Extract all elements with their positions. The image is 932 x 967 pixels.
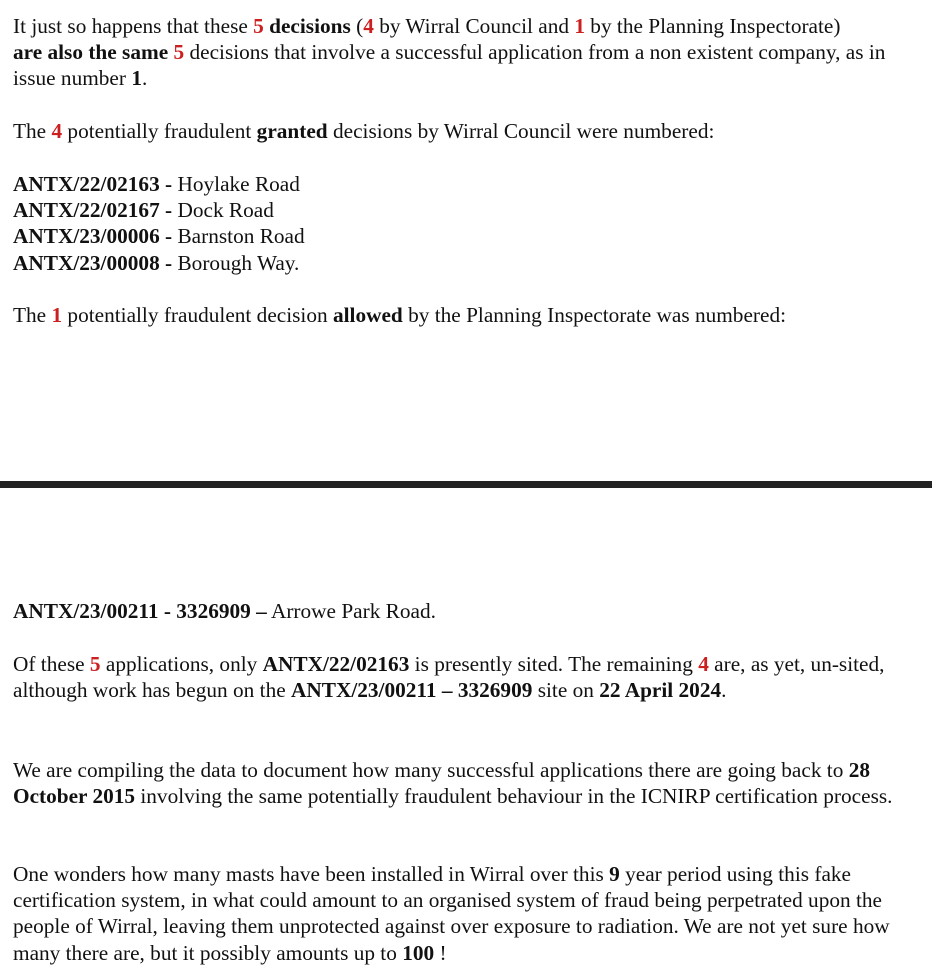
appeal-reference — [13, 598, 926, 624]
text: . — [141, 66, 148, 91]
text: We are compiling the data to document how many successful applications there are going back to — [13, 758, 849, 782]
text: applications, only — [100, 652, 263, 676]
count-allowed: 1 — [51, 303, 63, 327]
reference-code: ANTX/23/00006 — [13, 224, 160, 249]
issue-number: 1 — [131, 66, 142, 91]
appeal-place: Arrowe Park Road. — [266, 599, 436, 623]
bold-date: 28 October 2015 — [13, 758, 870, 809]
text: potentially fraudulent decision — [62, 303, 333, 327]
reference-code: ANTX/23/00008 — [13, 250, 160, 275]
bold-reference: ANTX/22/02163 — [262, 652, 410, 676]
bold-reference: ANTX/23/00211 – 3326909 — [291, 678, 533, 703]
reference-separator: - — [159, 172, 178, 196]
reference-place: Barnston Road — [177, 224, 305, 249]
bold-date: 22 April 2024 — [599, 678, 722, 703]
text: by the Planning Inspectorate was numbered: — [402, 303, 787, 327]
reference-separator: - — [159, 250, 178, 275]
count-applications: 5 — [89, 652, 101, 676]
bold-count: 100 — [402, 940, 435, 965]
allowed-paragraph — [13, 302, 926, 328]
text: decisions that involve a successful application from a non existent company, as in issue number — [13, 40, 886, 91]
reference-item — [13, 223, 926, 249]
text: The — [13, 119, 52, 143]
text: . — [721, 678, 727, 703]
bold-allowed: allowed — [332, 303, 403, 327]
text: are, as yet, un-sited, although work has begun on the — [13, 652, 885, 703]
text: It just so happens that these — [13, 14, 254, 38]
text: potentially fraudulent — [62, 119, 257, 143]
count-granted: 4 — [51, 119, 63, 143]
text: is presently sited. The remaining — [409, 652, 699, 676]
text: ( — [350, 14, 364, 38]
bold-same: are also the same — [13, 40, 169, 65]
count-decisions-repeat: 5 — [173, 40, 185, 65]
reference-place: Borough Way. — [177, 250, 300, 275]
reference-item — [13, 171, 926, 197]
reference-code: ANTX/22/02163 — [13, 172, 160, 196]
text: involving the same potentially fraudulent behaviour in the ICNIRP certification process. — [135, 784, 893, 809]
reference-separator: - — [159, 224, 178, 249]
text: Of these — [13, 652, 90, 676]
reference-code: ANTX/22/02167 — [13, 198, 160, 223]
text: year period using this fake certification system, in what could amount to an organised system of fraud being perpetrated upon the people of Wirral, leaving them unprotected against over exposure to radiation. We are not yet sure how many there are, but it possibly amounts up to — [13, 862, 890, 965]
text: by the Planning Inspectorate) — [584, 14, 841, 38]
count-decisions: 5 — [253, 14, 264, 38]
reference-separator: - — [159, 198, 178, 223]
text: ! — [434, 940, 447, 965]
appeal-code: ANTX/23/00211 - 3326909 – — [13, 599, 267, 623]
count-remaining: 4 — [698, 652, 709, 676]
text: decisions by Wirral Council were numbered: — [327, 119, 715, 143]
reference-place: Dock Road — [177, 198, 274, 223]
closing-paragraph — [13, 861, 926, 966]
text: One wonders how many masts have been installed in Wirral over this — [13, 862, 610, 886]
bold-decisions: decisions — [263, 14, 351, 38]
text: by Wirral Council and — [373, 14, 575, 38]
granted-paragraph — [13, 118, 926, 144]
text: site on — [532, 678, 600, 703]
count-inspectorate: 1 — [574, 14, 585, 38]
text: The — [13, 303, 52, 327]
sited-paragraph — [13, 651, 926, 703]
bold-granted: granted — [256, 119, 328, 143]
reference-item — [13, 250, 926, 276]
page-divider — [0, 481, 932, 488]
intro-paragraph — [13, 13, 926, 92]
count-council: 4 — [363, 14, 374, 38]
reference-list — [13, 171, 926, 276]
compiling-paragraph — [13, 757, 926, 809]
bold-years: 9 — [609, 862, 620, 886]
reference-place: Hoylake Road — [177, 172, 300, 196]
reference-item — [13, 197, 926, 223]
